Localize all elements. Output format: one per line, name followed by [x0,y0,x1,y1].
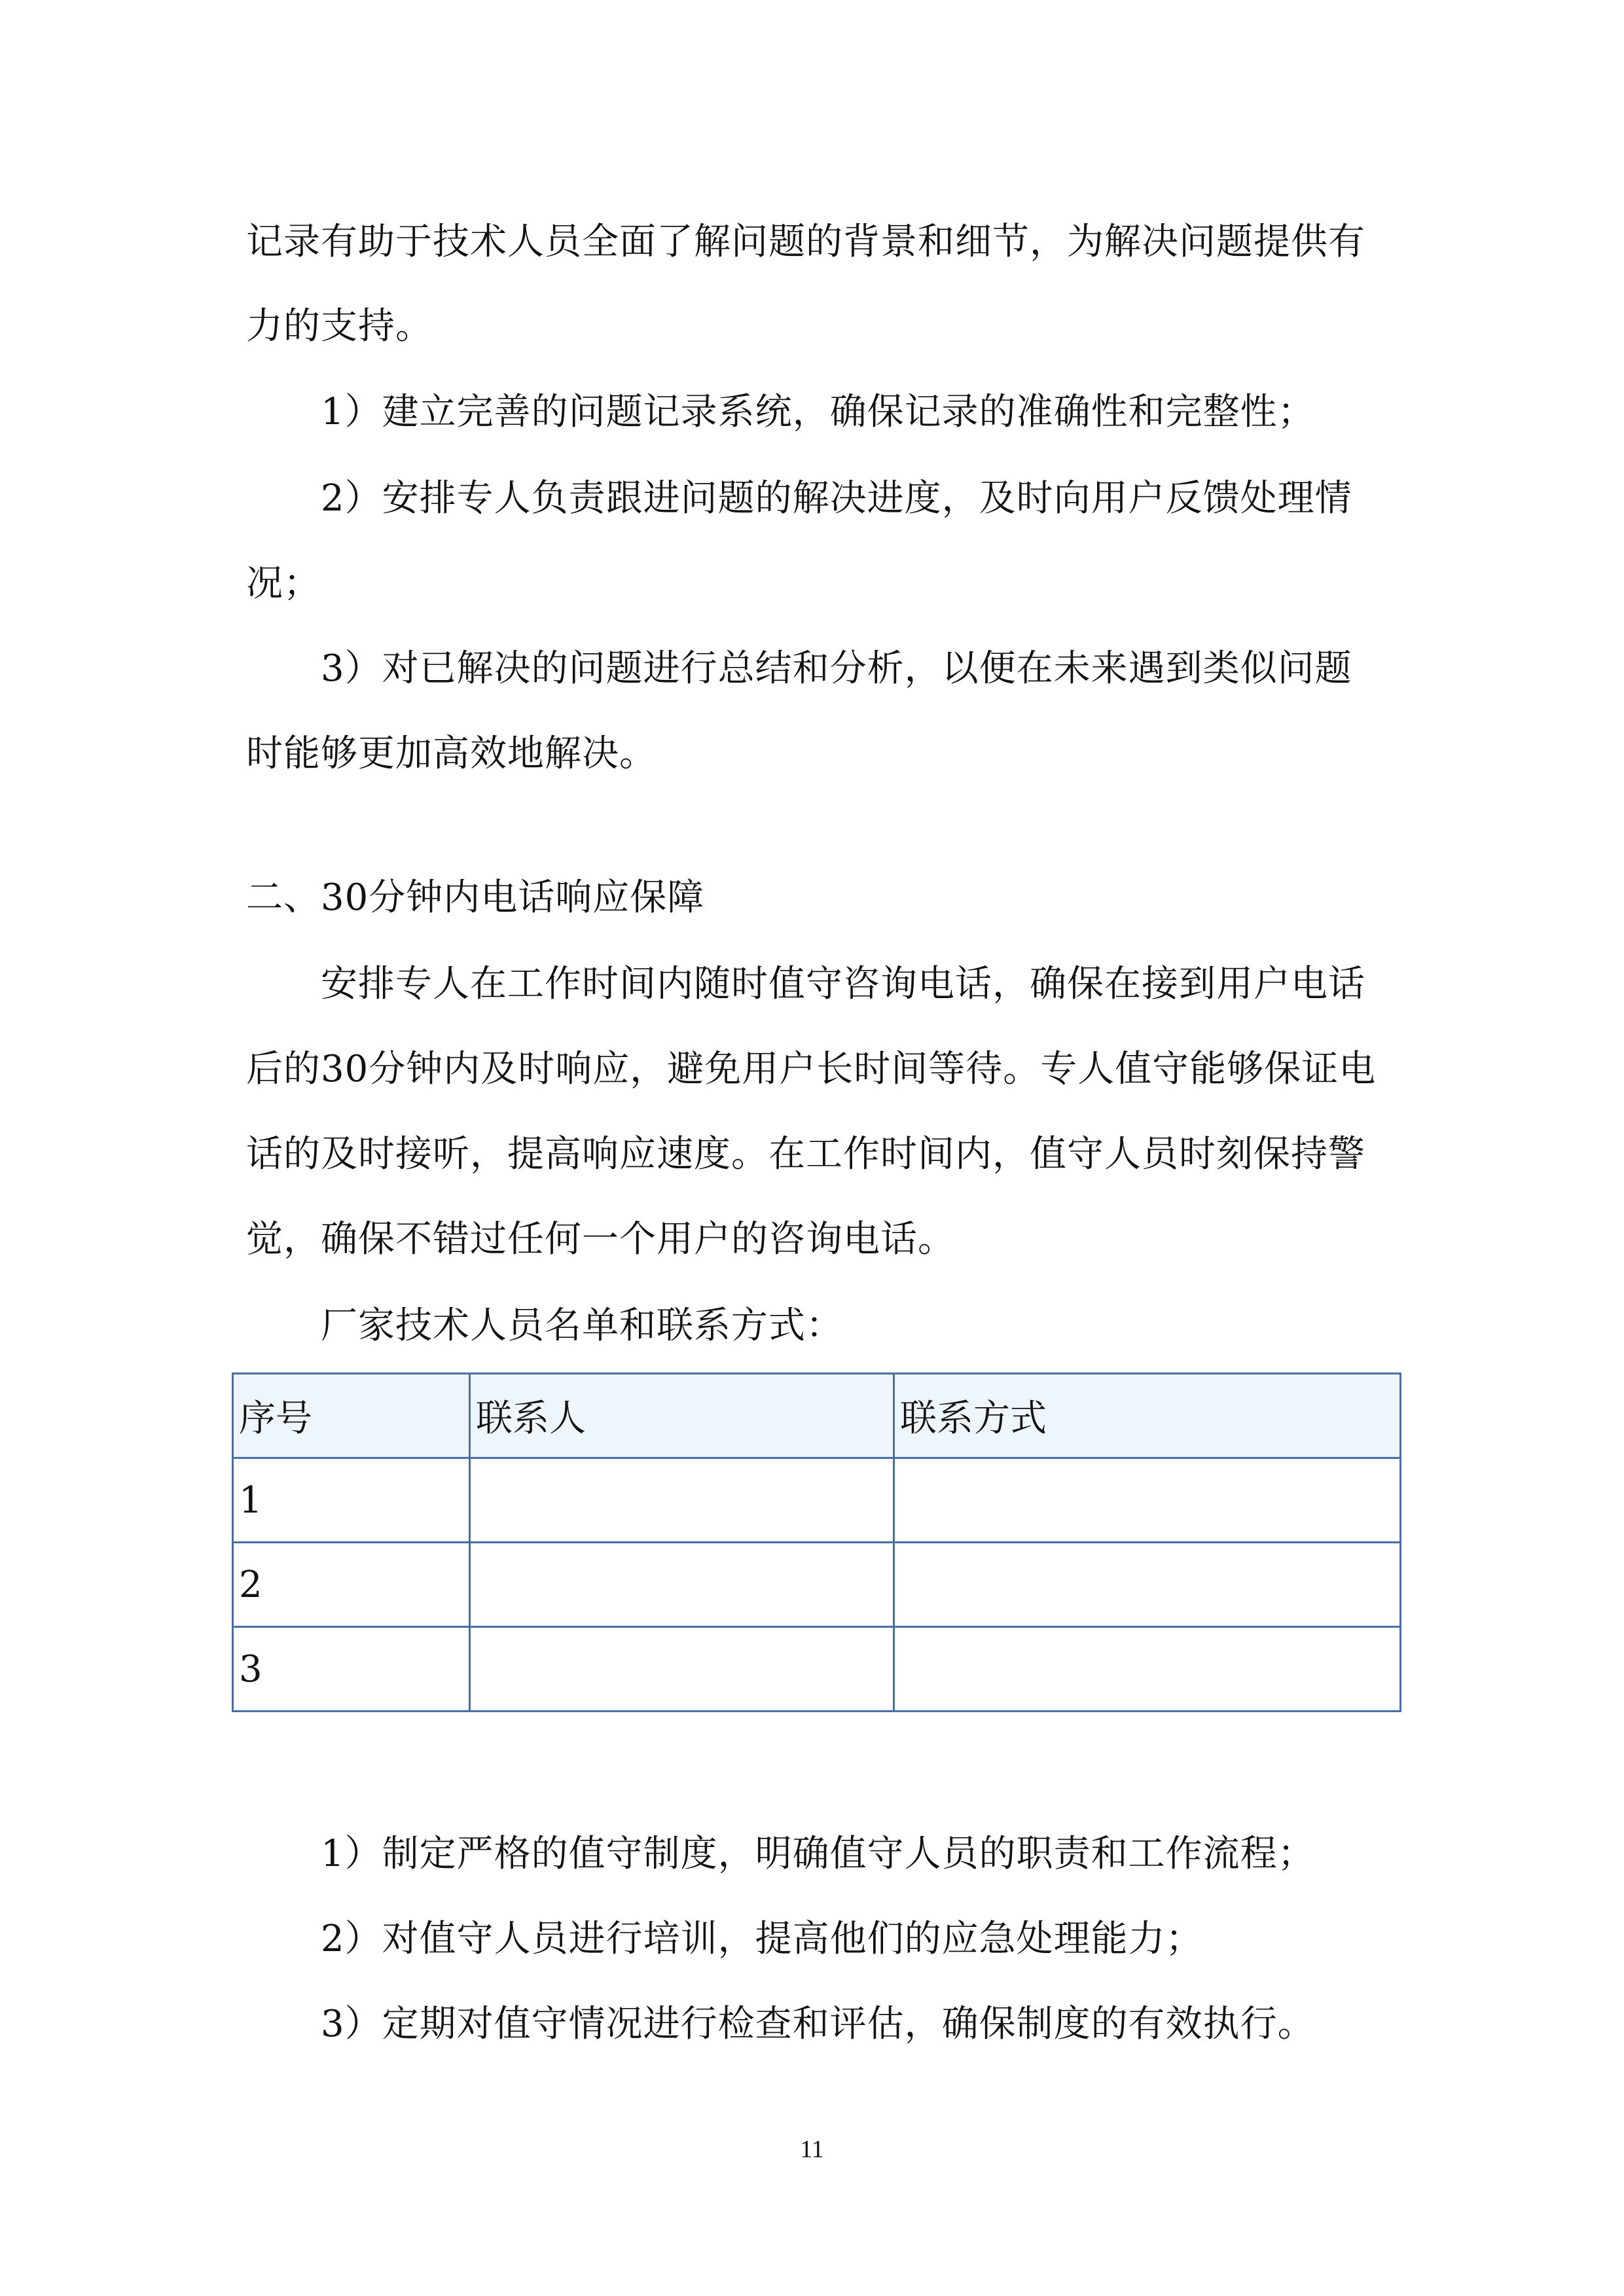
list-item: 1）制定严格的值守制度，明确值守人员的职责和工作流程； [321,1833,1315,1875]
paragraph-line: 记录有助于技术人员全面了解问题的背景和细节，为解决问题提供有 [246,221,1365,263]
list-item: 1）建立完善的问题记录系统，确保记录的准确性和完整性； [321,391,1315,433]
column-header-contact-method: 联系方式 [894,1374,1401,1458]
table-cell-index: 1 [233,1458,470,1543]
table-cell-contact [470,1458,894,1543]
section-heading: 二、30分钟内电话响应保障 [246,876,705,919]
table-row [233,1627,1401,1712]
table-header-row [233,1374,1401,1458]
column-header-index: 序号 [233,1374,470,1458]
table-cell-contact [470,1627,894,1712]
list-item: 2）安排专人负责跟进问题的解决进度，及时向用户反馈处理情 [321,477,1352,520]
paragraph-line: 力的支持。 [246,305,433,348]
paragraph-line: 后的30分钟内及时响应，避免用户长时间等待。专人值守能够保证电 [246,1048,1377,1090]
table-cell-index: 2 [233,1543,470,1627]
list-item-continuation: 况； [246,562,321,605]
table-row [233,1543,1401,1627]
list-item: 3）对已解决的问题进行总结和分析，以便在未来遇到类似问题 [321,647,1352,690]
table-cell-contact-method [894,1543,1401,1627]
list-item: 3）定期对值守情况进行检查和评估，确保制度的有效执行。 [321,2003,1315,2045]
list-item: 2）对值守人员进行培训，提高他们的应急处理能力； [321,1918,1203,1960]
table-cell-contact-method [894,1458,1401,1543]
paragraph-line: 安排专人在工作时间内随时值守咨询电话，确保在接到用户电话 [321,963,1365,1005]
table-caption: 厂家技术人员名单和联系方式： [321,1304,843,1347]
paragraph-line: 觉，确保不错过任何一个用户的咨询电话。 [246,1218,955,1261]
table-cell-index: 3 [233,1627,470,1712]
table-cell-contact-method [894,1627,1401,1712]
list-item-continuation: 时能够更加高效地解决。 [246,732,657,775]
table-row [233,1458,1401,1543]
paragraph-line: 话的及时接听，提高响应速度。在工作时间内，值守人员时刻保持警 [246,1133,1365,1175]
page-number: 11 [800,2136,824,2163]
contacts-table [232,1372,1401,1712]
column-header-contact: 联系人 [470,1374,894,1458]
table-cell-contact [470,1543,894,1627]
